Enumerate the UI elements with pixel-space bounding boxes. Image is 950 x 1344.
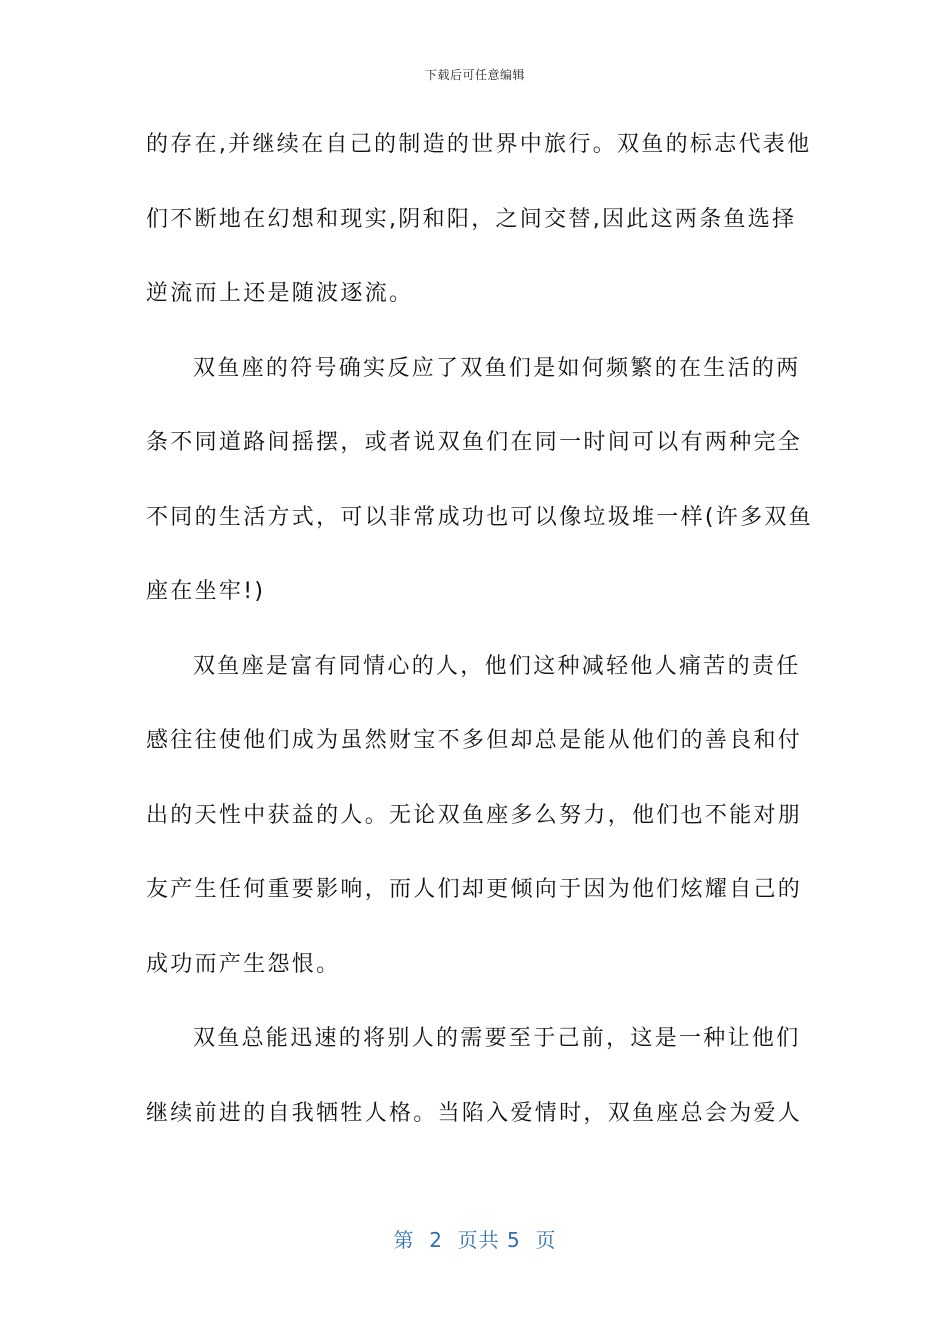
text-line: 座在坐牢!): [146, 579, 266, 604]
text-line: 们不断地在幻想和现实,阴和阳，之间交替,因此这两条鱼选择: [146, 206, 797, 232]
paragraph-first-line: 双鱼总能迅速的将别人的需要至于己前，这是一种让他们: [193, 1026, 801, 1051]
text-line: 继续前进的自我牺牲人格。当陷入爱情时，双鱼座总会为爱人: [146, 1100, 803, 1126]
text-line: 友产生任何重要影响，而人们却更倾向于因为他们炫耀自己的: [146, 877, 803, 902]
page-header: 下载后可任意编辑: [424, 68, 525, 82]
page-number-footer: 第 2 页共 5 页: [393, 1228, 557, 1252]
text-line: 逆流而上还是随波逐流。: [146, 281, 414, 306]
text-line: 感往往使他们成为虽然财宝不多但却总是能从他们的善良和付: [146, 728, 803, 753]
text-line: 不同的生活方式，可以非常成功也可以像垃圾堆一样(许多双鱼: [146, 504, 813, 530]
text-line: 条不同道路间摇摆，或者说双鱼们在同一时间可以有两种完全: [146, 430, 803, 455]
text-line: 出的天性中获益的人。无论双鱼座多么努力，他们也不能对朋: [146, 802, 803, 828]
text-line: 的存在,并继续在自己的制造的世界中旅行。双鱼的标志代表他: [146, 132, 812, 157]
text-line: 成功而产生怨恨。: [146, 951, 341, 977]
paragraph-first-line: 双鱼座的符号确实反应了双鱼们是如何频繁的在生活的两: [193, 355, 801, 381]
document-body: [146, 122, 813, 1165]
paragraph-first-line: 双鱼座是富有同情心的人，他们这种减轻他人痛苦的责任: [193, 653, 801, 679]
